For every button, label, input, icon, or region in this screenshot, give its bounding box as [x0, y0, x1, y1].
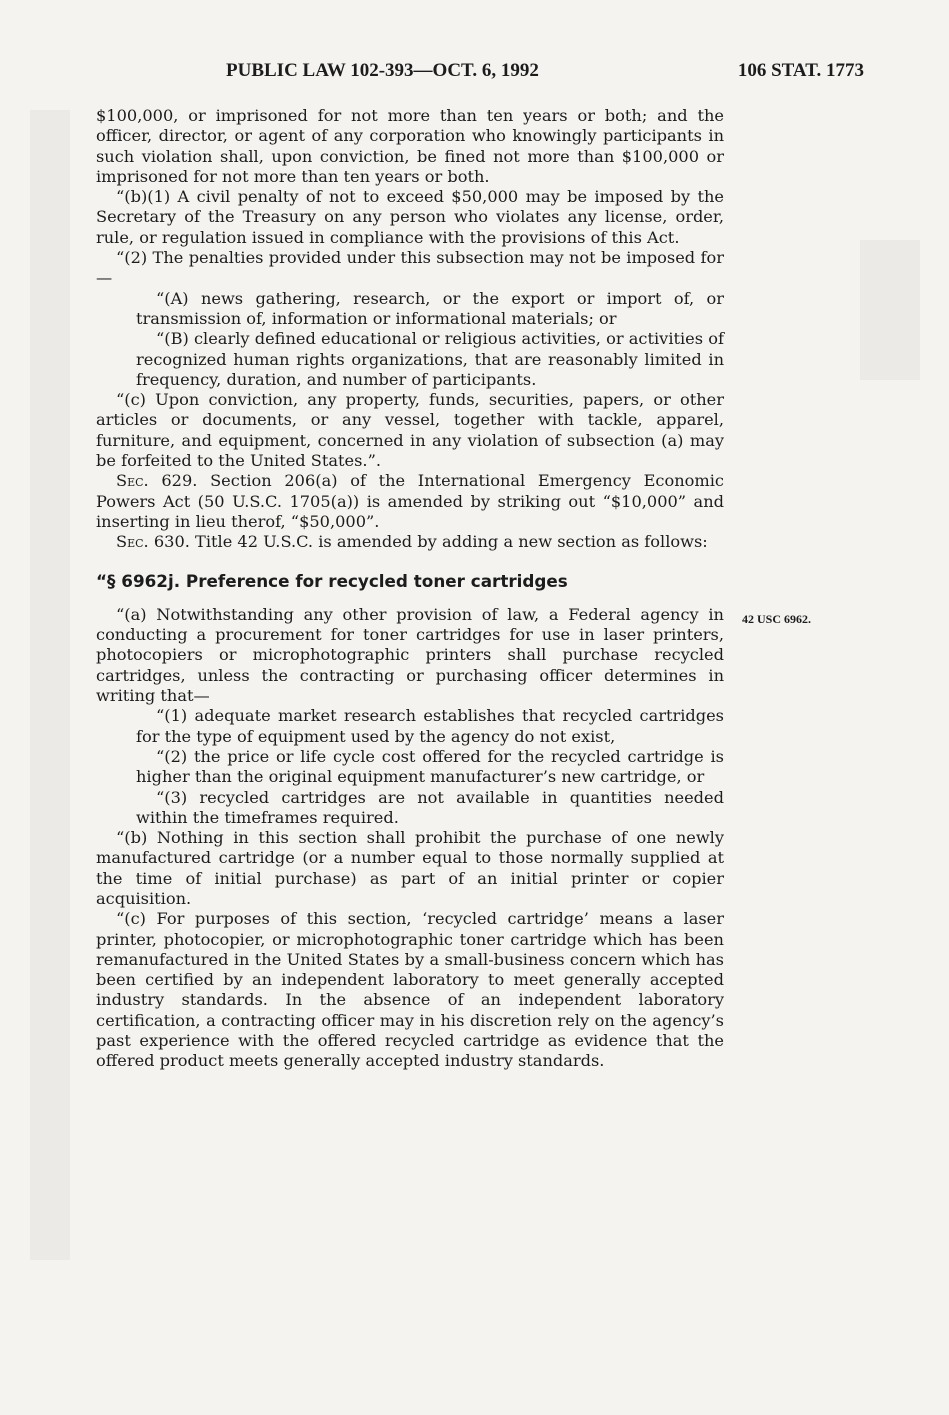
sec-629-label: Sec.	[116, 471, 149, 491]
paragraph-penalty-continuation: $100,000, or imprisoned for not more than ten years or both; and the officer, director, or agent of any corporation who knowingly participants in such violation shall, upon conviction, be fined not more than $100,000 or imprisoned for not more than ten years or both.	[96, 106, 724, 186]
page-title: PUBLIC LAW 102-393—OCT. 6, 1992	[226, 60, 539, 81]
page-bleed-right	[860, 240, 920, 380]
paragraph-6962j-a3-text: “(3) recycled cartridges are not available in quantities needed within the timeframes required.	[136, 787, 724, 827]
paragraph-6962j-a1-text: “(1) adequate market research establishes that recycled cartridges for the type of equipment used by the agency do not exist,	[136, 706, 724, 746]
page-bleed-left	[30, 110, 70, 1260]
page-header	[100, 60, 870, 84]
paragraph-b2: “(2) The penalties provided under this subsection may not be imposed for—	[96, 248, 724, 288]
margin-citation: 42 USC 6962.	[742, 612, 812, 626]
paragraph-sec-630	[96, 532, 724, 552]
body-text	[96, 106, 724, 1072]
paragraph-b2-A	[96, 289, 724, 330]
sec-630-label: Sec.	[116, 532, 149, 552]
paragraph-6962j-a3	[96, 788, 724, 829]
section-heading: “§ 6962j. Preference for recycled toner cartridges	[96, 570, 568, 591]
sec-630-text: 630. Title 42 U.S.C. is amended by adding a new section as follows:	[153, 532, 708, 552]
statute-page-number: 106 STAT. 1773	[737, 60, 864, 81]
paragraph-6962j-a2	[96, 747, 724, 788]
paragraph-6962j-c: “(c) For purposes of this section, ‘recycled cartridge’ means a laser printer, photocopier, or microphotographic toner cartridge which has been remanufactured in the United States by a small-business concern which has been certified by an independent laboratory to meet generally accepted industry standards. In the absence of an independent laboratory certification, a contracting officer may in his discretion rely on the agency’s past experience with the offered recycled cartridge as evidence that the offered product meets generally accepted industry standards.	[96, 909, 724, 1071]
paragraph-b2-A-text: “(A) news gathering, research, or the export or import of, or transmission of, information or informational materials; or	[136, 288, 724, 328]
paragraph-b2-B	[96, 329, 724, 390]
paragraph-c-forfeiture: “(c) Upon conviction, any property, funds, securities, papers, or other articles or documents, or any vessel, together with tackle, apparel, furniture, and equipment, concerned in any violation of subsection (a) may be forfeited to the United States.”.	[96, 390, 724, 471]
paragraph-b1: “(b)(1) A civil penalty of not to exceed $50,000 may be imposed by the Secretary of the Treasury on any person who violates any license, order, rule, or regulation issued in compliance with the provisions of this Act.	[96, 187, 724, 247]
sec-629-text: 629. Section 206(a) of the International Emergency Economic Powers Act (50 U.S.C. 1705(a)) is amended by striking out “$10,000” and inserting in lieu therof, “$50,000”.	[96, 471, 724, 531]
paragraph-6962j-a1	[96, 706, 724, 747]
paragraph-b2-B-text: “(B) clearly defined educational or religious activities, or activities of recognized human rights organizations, that are reasonably limited in frequency, duration, and number of participants.	[136, 329, 724, 389]
paragraph-sec-629	[96, 471, 724, 532]
paragraph-6962j-b: “(b) Nothing in this section shall prohibit the purchase of one newly manufactured cartridge (or a number equal to those normally supplied at the time of initial purchase) as part of an initial printer or copier acquisition.	[96, 828, 724, 908]
paragraph-6962j-a: “(a) Notwithstanding any other provision of law, a Federal agency in conducting a procurement for toner cartridges for use in laser printers, photocopiers or microphotographic printers shall purchase recycled cartridges, unless the contracting or purchasing officer determines in writing that—	[96, 604, 724, 706]
paragraph-6962j-a2-text: “(2) the price or life cycle cost offered for the recycled cartridge is higher than the original equipment manufacturer’s new cartridge, or	[136, 746, 724, 787]
